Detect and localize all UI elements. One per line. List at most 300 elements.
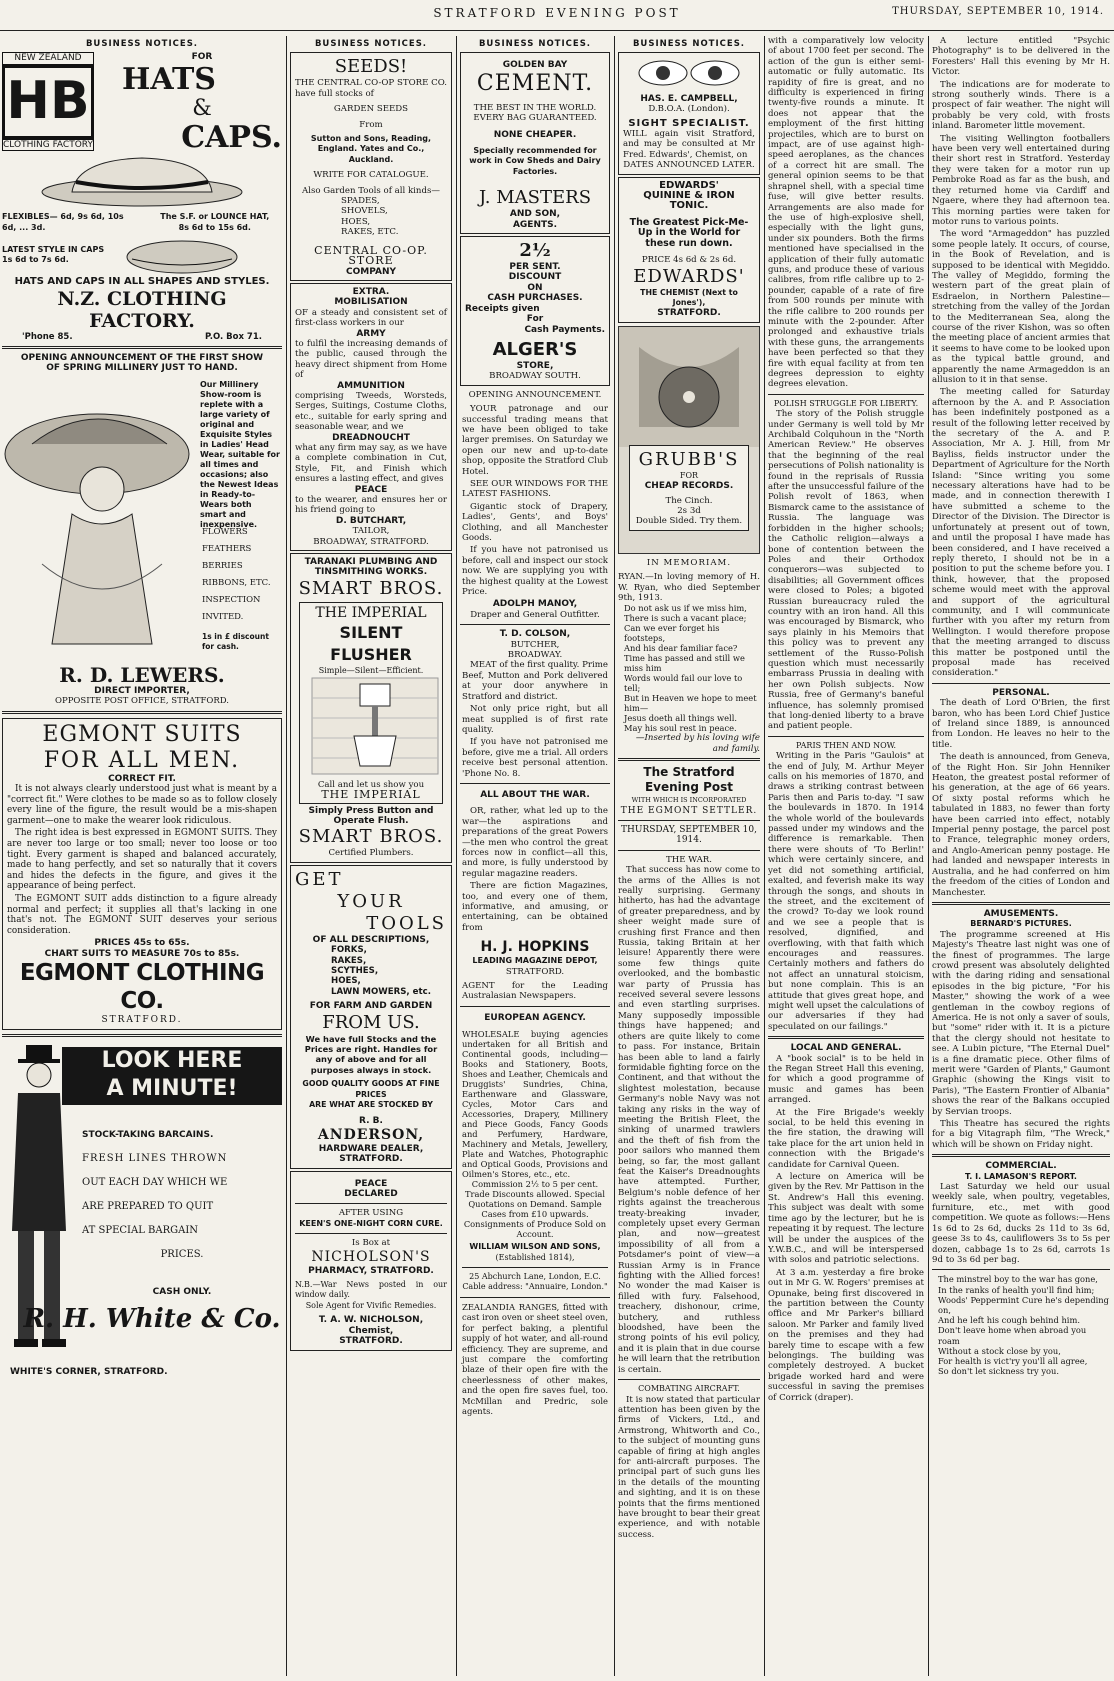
colson-ad (460, 629, 610, 779)
stocks-note: We have full Stocks and the Prices are right. Handles for any of above and for all purposes always in stock. (304, 1033, 438, 1075)
get-word: GET (295, 868, 344, 890)
egmont-suits-ad (2, 718, 282, 1030)
look-here-line2: A MINUTE! (106, 1075, 238, 1101)
hats-caps-headline (122, 52, 282, 154)
alger-store: STORE, (516, 360, 554, 371)
section-header: BUSINESS NOTICES. (632, 39, 746, 49)
poem-line: Time has passed and still we miss him (624, 653, 745, 674)
factory-phone: 'Phone 85. (22, 331, 73, 342)
wilson-name: WILLIAM WILSON AND SONS, (469, 1242, 601, 1252)
column-5 (768, 36, 924, 1676)
flusher-tagline: Simple—Silent—Efficient. (318, 665, 424, 675)
factory-pobox: P.O. Box 71. (205, 331, 262, 342)
column-1 (2, 36, 282, 1676)
column-6 (932, 36, 1110, 1676)
column-rule (614, 36, 615, 1676)
bernards-pictures: BERNARD'S PICTURES. (970, 919, 1072, 929)
local-general-body (768, 1054, 924, 1403)
army-label: ARMY (356, 328, 386, 339)
campbell-ad (618, 52, 760, 174)
butchart-trade: TAILOR, (352, 526, 390, 537)
column-4 (618, 36, 760, 1676)
from-label: From (359, 119, 383, 130)
personal-body (932, 698, 1110, 898)
egmont-prices: PRICES 45s to 65s. (94, 938, 190, 949)
egmont-paragraph: The right idea is best expressed in EGMONT SUITS. They are never too large or too small; never too loose or too tight. Every garment is shaped and balanced accurately, made to hang perfectly, and set so naturally that it covers and hides the defects in the figure, and gives it the appearance of being perfect. (7, 828, 277, 892)
dreadnought-label: DREADNOUCHT (332, 432, 410, 443)
masthead-title: STRATFORD EVENING POST (433, 6, 681, 20)
white-co-ad (2, 1041, 282, 1367)
tool-item: SHOVELS, (341, 206, 388, 217)
divider (768, 1036, 924, 1039)
alger-address: BROADWAY SOUTH. (489, 371, 581, 382)
amusements-title: AMUSEMENTS. (983, 908, 1059, 919)
divider (460, 1006, 610, 1007)
local-paragraph: The meeting called for Saturday afternoon by the A. and P. Association has been indefinitely postponed as a result of the following letter received by the secretary of the A. and P. Association, Mr A. J. Hill, from Mr Bayliss, fields instructor under the Department of Agriculture for the North Island: "Since writing you some necessary alterations have had to be made, and in connection therewith I have submitted a scheme to the Director of the Division. The Director is unfortunately at present out of town, and until the proposal I have made has been considered, and I have received a reply thereto, I should not be in a position to put the scheme before you. I think, however, that the proposed scheme would meet with the approval and support of the agricultural community, and I will communicate further with you after my return from Wellington. I would therefore propose that the meeting arranged to discuss this matter be postponed until the proposal made has received consideration." (932, 387, 1110, 679)
eyes-illustration-icon (623, 56, 755, 90)
about-war-paragraph: OR, rather, what led up to the war—the aspirations and preparations of the great Powers—the men who control the great forces now in conflict—all this, and more, is fully understood by regular magazine readers. (462, 806, 608, 879)
zealandia-ad: ZEALANDIA RANGES, fitted with cast iron oven or sheet steel oven, for perfect baking, a plentiful supply of hot water, and all-round efficiency. They are supreme, and just compare the comforting blaze of their open fire with the cheerlessness of other makes, and the open fire saves fuel, too. McMillan and Predric, sole agents. (462, 1301, 608, 1416)
egmont-chart-suits: CHART SUITS TO MEASURE 70s to 85s. (44, 948, 240, 959)
euro-agency-terms: Commission 2½ to 5 per cent. Trade Discounts allowed. Special Quotations on Demand. Sample Cases from £10 upwards. Consignments of Produce Sold on Account. (463, 1179, 607, 1240)
the-war-title: THE WAR. (665, 854, 713, 865)
all-shapes-line: HATS AND CAPS IN ALL SHAPES AND STYLES. (14, 276, 270, 288)
egmont-settler: THE EGMONT SETTLER. (620, 805, 758, 816)
record-price: 2s 3d (677, 505, 701, 516)
of-all-descriptions: OF ALL DESCRIPTIONS, (312, 934, 430, 945)
peace-text: to the wearer, and ensures her or his friend going to (295, 495, 447, 516)
factory-name: N.Z. CLOTHING FACTORY. (57, 287, 227, 332)
discount-note: 1s in £ discount for cash. (202, 631, 269, 652)
colson-trade: BUTCHER, (510, 639, 560, 650)
anderson-town: STRATFORD. (339, 1154, 403, 1165)
stock-line: FRESH LINES THROWN (82, 1152, 228, 1164)
sole-agent: Sole Agent for Vivific Remedies. (305, 1300, 437, 1310)
egmont-paragraph: It is not always clearly understood just what is meant by a "correct fit." Were clothes to be made so as to follow closely every line of the figure, the result would be a mis-shapen garment—one to make the wearer look ridiculous. (7, 784, 277, 826)
masthead (0, 6, 1114, 28)
cash-only: CASH ONLY. (152, 1286, 212, 1297)
divider (2, 711, 282, 714)
poem-line: There is such a vacant place; (624, 613, 747, 624)
seed-suppliers: Sutton and Sons, Reading, England. Yates and Co., Auckland. (310, 134, 432, 164)
divider (768, 736, 924, 737)
egmont-town: STRATFORD. (101, 1015, 183, 1026)
local-paragraph: The visiting Wellington footballers have been very well entertained during their short rest in Stratford. Yesterday they were taken for a motor run up Pembroke Road as far as the bush, and they returned home via Cardiff and Ngaere, where they had afternoon tea. This morning parties were taken for motor runs to various points. (932, 133, 1110, 227)
stock-taking-list (82, 1123, 282, 1267)
edwards-header: EDWARDS' (659, 179, 719, 191)
nicholson-town: STRATFORD. (339, 1336, 403, 1347)
euro-agency-title: EUROPEAN AGENCY. (484, 1012, 586, 1023)
masters-name: J. MASTERS (478, 187, 592, 209)
section-header: BUSINESS NOTICES. (314, 39, 428, 49)
imperial-title-2: THE IMPERIAL (321, 788, 421, 802)
poem-line: And his dear familiar face? (624, 643, 738, 654)
flusher-call: Call and let us show you (317, 779, 425, 790)
alger-paragraph: Gigantic stock of Drapery, Ladies', Gents', and Boys' Clothing, and all Manchester Goods. (462, 501, 608, 543)
for-word: For (526, 314, 544, 325)
receipts-given: Receipts given (465, 303, 540, 314)
local-paragraph: At 3 a.m. yesterday a fire broke out in Mr G. W. Rogers' premises at Opunake, being first discovered in the partition between the County office and Mr Parker's billiard saloon. Mr Parker and family lived on the premises and they had barely time to escape with a few belongings. The building was completely destroyed. A bucket brigade worked hard and were successful in saving the premises of Corrick (draper). (768, 1267, 924, 1403)
masthead-rule (0, 30, 1114, 31)
pick-me-up: The Greatest Pick-Me-Up in the World for these run down. (629, 216, 749, 249)
hats-ad (2, 52, 282, 212)
colson-name: T. D. COLSON, (499, 629, 571, 640)
logo-letters: HB (2, 65, 94, 139)
butchart-address: BROADWAY, STRATFORD. (313, 536, 429, 547)
alger-paragraph: If you have not patronised us before, call and inspect our stock now. We are supplying you with the highest quality at the Lowest Price. (462, 545, 608, 598)
cap-illustration-icon (122, 235, 242, 275)
divider (618, 1379, 760, 1380)
divider (618, 820, 760, 821)
imperial-title: THE IMPERIAL (315, 604, 427, 621)
alger-paragraph: SEE OUR WINDOWS FOR THE LATEST FASHIONS. (462, 478, 608, 500)
divider (295, 1233, 447, 1234)
hats-word: HATS (122, 61, 216, 97)
stock-line: PRICES. (160, 1248, 204, 1260)
divider (618, 758, 760, 761)
editorial-date: THURSDAY, SEPTEMBER 10, 1914. (621, 824, 757, 846)
divider (2, 1034, 282, 1037)
seeds-ad (290, 52, 452, 281)
manoy-name: ADOLPH MANOY, (492, 599, 578, 610)
on-word: ON (527, 282, 543, 293)
seeds-title: SEEDS! (334, 56, 408, 78)
correct-fit: CORRECT FIT. (108, 773, 176, 784)
paper-nameplate: The Stratford Evening Post (643, 765, 735, 795)
paper-incorporated: WITH WHICH IS INCORPORATED (631, 796, 747, 805)
wilson-ad (460, 1013, 610, 1293)
sight-specialist: SIGHT SPECIALIST. (628, 117, 750, 129)
nicholson-ad (290, 1171, 452, 1351)
grubbs-for: FOR (679, 470, 699, 480)
cash-purchases: CASH PURCHASES. (487, 293, 583, 304)
column-rule (286, 36, 287, 1676)
cash-payments: Cash Payments. (524, 324, 605, 335)
army-text: to fulfil the increasing demands of the public, caused through the heavy direct shipment from Home of (295, 338, 447, 381)
poem-line: May his soul rest in peace. (624, 723, 737, 734)
grubbs-name: GRUBB'S (638, 448, 740, 470)
divider (932, 1269, 1110, 1270)
amusements-body (932, 930, 1110, 1151)
sf-hat-label: The S.F. or LOUNCE HAT, (160, 212, 270, 222)
certified-plumbers: Certified Plumbers. (328, 848, 414, 859)
millinery-ad (2, 374, 282, 664)
sf-hat-value: 8s 6d to 15s 6d. (178, 222, 251, 232)
masters-agents: AGENTS. (512, 219, 558, 230)
hopkins-ad (460, 790, 610, 1002)
divider (2, 346, 282, 349)
coop-name: CENTRAL CO-OP. STORE (314, 243, 428, 268)
alger-ad (460, 236, 610, 386)
poem-line: So don't let sickness try you. (938, 1366, 1060, 1377)
declared-word: DECLARED (344, 1189, 398, 1200)
lady-hat-illustration-icon (2, 384, 198, 654)
logo-bottom: CLOTHING FACTORY (3, 139, 93, 150)
taw-nicholson: T. A. W. NICHOLSON, (318, 1315, 424, 1326)
egmont-title: EGMONT SUITS (42, 721, 242, 747)
catalogue-note: WRITE FOR CATALOGUE. (313, 170, 429, 181)
divider (460, 783, 610, 784)
poem-line: Don't leave home when abroad you roam (938, 1325, 1087, 1346)
colson-body (462, 660, 608, 778)
campbell-qualification: D.B.O.A. (London). (648, 104, 730, 115)
grubbs-ad (618, 326, 760, 554)
tools-intro: Also Garden Tools of all kinds— (302, 185, 440, 196)
local-general-title: LOCAL AND GENERAL. (790, 1043, 902, 1054)
sf-hat-price (148, 212, 282, 233)
memoriam-title: IN MEMORIAM. (646, 557, 732, 568)
personal-title: PERSONAL. (992, 687, 1050, 698)
peace-word: PEACE (354, 1178, 388, 1189)
lewers-address: OPPOSITE POST OFFICE, STRATFORD. (55, 696, 229, 707)
column-3 (460, 36, 610, 1676)
latest-caps (2, 245, 122, 266)
cheap-records: CHEAP RECORDS. (644, 481, 734, 492)
colson-paragraph: Not only price right, but all meat supplied is of first rate quality. (462, 704, 608, 735)
discount-percent: 2½ (519, 240, 551, 262)
millinery-item: FLOWERS (202, 526, 248, 537)
egmont-title-2: FOR ALL MEN. (43, 747, 241, 773)
nicholson-chemist: Chemist, (348, 1325, 394, 1336)
poem-line: Without a stock close by you, (938, 1345, 1061, 1356)
millinery-item: FEATHERS (202, 543, 252, 554)
anderson-initials: R. B. (359, 1116, 383, 1127)
millinery-opening: OPENING ANNOUNCEMENT OF THE FIRST SHOW (20, 353, 264, 364)
commercial-paragraph: Last Saturday we held our usual weekly sale, when poultry, vegetables, furniture, etc., met with good competition. We quote as follows:—Hens 1s 6d to 2s 6d, ducks 2s 11d to 3s 6d, geese 3s to 4s, cauliflowers 3s to 5s per dozen, cabbage 1s to 2s 6d, carrots 1s 9d to 3s 6d per bag. (932, 1182, 1110, 1265)
masters-and-son: AND SON, (509, 209, 561, 220)
look-here-line1: LOOK HERE (101, 1047, 243, 1073)
poem-line: And he left his cough behind him. (938, 1315, 1080, 1326)
every-bag: EVERY BAG GUARANTEED. (473, 113, 597, 124)
poem-line: But in Heaven we hope to meet him— (624, 693, 757, 714)
for-label: FOR (191, 52, 213, 63)
combating-aircraft-text: It is now stated that particular attention has been given by the firms of Vickers, Ltd., and Armstrong, Whitworth and Co., to the subject of mounting guns capable of firing at high angles for anti-aircraft purposes. The principal part of such guns lies in the details of the mounting and sighting, and it is on these points that the firms mentioned have brought to bear their great experience, and with notable success. (618, 1394, 760, 1540)
tools-word: TOOLS (366, 912, 447, 934)
grubbs-panel (629, 445, 749, 531)
alger-opening-title: OPENING ANNOUNCEMENT. (468, 389, 602, 400)
caps-row (2, 233, 282, 277)
cement-ad (460, 52, 610, 234)
masthead-date: THURSDAY, SEPTEMBER 10, 1914. (892, 6, 1104, 17)
keens-cure: KEEN'S ONE-NIGHT CORN CURE. (299, 1218, 443, 1228)
caps-word: CAPS. (181, 119, 282, 155)
hb-logo (2, 52, 94, 151)
peppermint-poem (932, 1274, 1110, 1376)
hopkins-agent: AGENT for the Leading Australasian Newspapers. (462, 981, 608, 1002)
poem-line: Jesus doeth all things well. (624, 713, 737, 724)
memoriam-inserted: —Inserted by his loving wife and family. (635, 733, 760, 754)
logo-top: NEW ZEALAND (2, 52, 94, 64)
peace-label: PEACE (354, 484, 388, 495)
memoriam-notice: RYAN.—In loving memory of H. W. Ryan, who died September 9th, 1913. (618, 572, 760, 603)
egmont-body (7, 784, 277, 936)
lamason-report: T. I. LAMASON'S REPORT. (965, 1171, 1077, 1181)
poem-line: Can we ever forget his footsteps, (624, 623, 720, 644)
poem-line: The minstrel boy to the war has gone, (938, 1274, 1098, 1285)
the-cinch: The Cinch. (665, 495, 713, 506)
nicholson-pharmacy: PHARMACY, STRATFORD. (308, 1265, 434, 1276)
about-war-title: ALL ABOUT THE WAR. (480, 789, 590, 800)
campbell-name: HAS. E. CAMPBELL, (640, 93, 738, 104)
wilson-cable: Cable address: "Annuaire, London." (462, 1282, 608, 1292)
tool-item: SCYTHES, (331, 965, 379, 976)
poem-line: Woods' Peppermint Cure he's depending on, (938, 1294, 1109, 1315)
section-header: BUSINESS NOTICES. (478, 39, 592, 49)
hardware-dealer: HARDWARE DEALER, (318, 1143, 424, 1154)
hat-illustration-icon (32, 152, 252, 212)
about-war-paragraph: There are fiction Magazines, too, and every one of them, informative, and amusing, or entertaining, can be obtained from (462, 881, 608, 933)
good-quality: GOOD QUALITY GOODS AT FINE PRICES (302, 1079, 440, 1099)
millinery-spring: OF SPRING MILLINERY JUST TO HAND. (46, 363, 238, 374)
smart-bros: SMART BROS. (298, 577, 444, 599)
sight-text: WILL again visit Stratford, and may be consulted at Mr Fred. Edwards', Chemist, on (623, 129, 755, 160)
latest-label: LATEST STYLE IN CAPS (2, 244, 105, 254)
local-paragraph: At the Fire Brigade's weekly social, to be held this evening in the fire station, the drawing will take place for the art union held in connection with the Brigade's candidate for Carnival Queen. (768, 1107, 924, 1170)
alger-opening (460, 390, 610, 621)
local-paragraph: A lecture entitled "Psychic Photography" is to be delivered in the Foresters' Hall this evening by Mr H. Victor. (932, 36, 1110, 78)
mobilisation-label: MOBILISATION (334, 297, 408, 308)
quinine-iron: QUININE & IRON (643, 190, 735, 202)
polish-text: The story of the Polish struggle under Germany is well told by Mr Archibald Colquhoun in the "North American Review." He observes that the beginning of the real persecutions of Polish nationality is found in the reprisals of Russia after the unsuccessful failure of the Polish revolt of 1863, when Bismarck came to the assistance of Russia. The language was forbidden in the higher schools; the Catholic religion—always a bone of contention between the Poles and their Orthodox conquerors—was subjected to disabilities; all Government offices were closed to Poles; a bigoted Russian bureaucracy ruled the country with an iron hand. All this was encouraged by Bismarck, who says plainly in his Memoirs that this policy was to prevent any settlement of the Russo-Polish question which must necessarily embarrass Prussia in dealing with her own Polish subjects. Now Russia, free of Germany's baneful influence, has solemnly promised that long-denied liberty to a brave and patient people. (768, 409, 924, 732)
commercial-title: COMMERCIAL. (985, 1161, 1057, 1172)
wilson-established: (Established 1814), (495, 1252, 575, 1262)
column-rule (456, 36, 457, 1676)
paris-title: PARIS THEN AND NOW. (796, 740, 896, 750)
is-at: Is Box at (351, 1238, 391, 1249)
amp-word: & (192, 95, 212, 121)
divider (932, 902, 1110, 905)
euro-agency-text: WHOLESALE buying agencies undertaken for all British and Continental goods, including—Books and Stationery, Boots, Shoes and Leather, Chemicals and Druggists' Sundries, China, Earthenware and Glassware, Cycles, Motor Cars and Accessories, Drapery, Millinery and Piece Goods, Fancy Goods and Perfumery, Hardware, Machinery and Metals, Jewellery, Plate and Watches, Photographic and Optical Goods, Provisions and Oilmen's Stores, etc., etc. (462, 1029, 608, 1180)
none-cheaper: NONE CHEAPER. (493, 129, 577, 140)
flusher-operation: Simply Press Button and Operate Flush. (308, 805, 434, 826)
flexibles-price: FLEXIBLES— 6d, 9s 6d, 10s 6d, ... 3d. (2, 212, 124, 232)
your-word: YOUR (337, 890, 405, 912)
divider (462, 1267, 608, 1268)
tool-item: FORKS, (331, 945, 367, 956)
smart-bros-2: SMART BROS. (298, 826, 444, 848)
from-us: FROM US. (322, 1011, 420, 1033)
mobilisation-text: OF a steady and consistent set of first-class workers in our (295, 307, 447, 329)
anderson-ad (290, 865, 452, 1169)
factory-contact (2, 332, 282, 342)
showroom-text: Our Millinery Show-room is replete with a large variety of original and Exquisite Styles in Ladies' Head Wear, suitable for all times and occasions; also the Newest Ideas in Ready-to-Wears both smart and inexpensive. (200, 379, 280, 529)
tool-item: HOES, (341, 216, 371, 227)
dates-announced: DATES ANNOUNCED LATER. (623, 160, 755, 171)
divider (295, 1203, 447, 1204)
divider (932, 1154, 1110, 1157)
war-news-note: N.B.—War News posted in our window daily. (295, 1280, 447, 1300)
the-war-text: That success has now come to the arms of the Allies is not really surprising. Germany hitherto, has had the advantage of greater preparedness, and by sheer weight made sure of crushing first France and then Russia, taking Britain at her leisure! Apparently there were some few things quite overlooked, and the bombastic war party of Prussia has received several severe lessons and even startling surprises. Many supposedly impossible things have happened; and others are quite likely to come to pass. For instance, Britain has been able to land a fairly formidable fighting force on the Continent, and that without the slightest molestation, because Germany's noble Navy was not taking any risks in the way of meeting the British Fleet, the sinking of unarmed trawlers and the theft of fish from the poor sailors who manned them being, so far, the most gallant feat the Kaiser's Dreadnoughts have attempted. Further, Belgium's noble defence of her rights against the treacherous treaty-breaking invader, completely upset every German plan, and now—greatest impossibility of all from a Potsdamer's point of view—a Russian Army is in France fighting with the Allied forces! No wonder the mad Kaiser is filled with fury. Falsehood, treachery, dishonour, crime, butchery, and ruthless bloodshed, have been the strong points of his evil policy, and it is plain that in due course he will learn that the retribution is certain. (618, 865, 760, 1375)
millinery-item: BERRIES (202, 560, 243, 571)
anderson-name: ANDERSON, (317, 1126, 425, 1143)
tool-item: RAKES, ETC. (341, 227, 399, 238)
silent-flusher: SILENT FLUSHER (330, 622, 412, 664)
divider (460, 1297, 610, 1298)
edwards-name: EDWARDS' (633, 265, 745, 287)
garden-tools-list (295, 196, 447, 238)
commercial-body (932, 1182, 1110, 1265)
hat-prices (2, 212, 282, 233)
millinery-item: RIBBONS, ETC. (202, 577, 271, 588)
garden-seeds: GARDEN SEEDS (333, 104, 409, 115)
tool-list (295, 945, 447, 997)
paris-text: Writing in the Paris "Gaulois" at the end of July, M. Arthur Meyer calls on his memories of 1870, and draws a striking contrast between Paris then and Paris to-day. "I saw the boulevards in 1870. In 1914 the whole world of the boulevards passed under my windows and the difference is remarkable. Then there were shouts of 'To Berlin!' which were certainly sincere, and yet did not something artificial, exalted, and feverish make its way through the songs, and shouts in the street, and the excitement of the crowd? To-day we look round and we see a people that is resolved, dignified, and overflowing, with that faith which encourages and reassures. Certainly mothers and fathers do not affect an unnatural stoicism, but none complain. This is an attitude that gives great hope, and might well upset the calculations of our adversaries if they had speculated on our failings." (768, 751, 924, 1032)
poem-line: In the ranks of health you'll find him; (938, 1284, 1095, 1295)
aircraft-continued: with a comparatively low velocity of about 1700 feet per second. The action of the gun is either semi-automatic or fully automatic. Its rapidity of fire is great, and no difficulty is experienced in firing twenty-five rounds a minute. It does not appear that the employment of the first hitting projectiles, which are to burst on impact, are of use against high-speed aeroplanes, as the chances of a correct hit are small. The general opinion seems to be that shrapnel shell, with a special time fuse, will give better results. Arrangements are also made for the use of high-explosive shell, especially with the light guns, under six pounders. Both the firms mentioned have specialised in the application of their fully automatic guns, and produce these of various calibres, from rifle calibre up to 2-pounder, capable of a rate of fire from 500 rounds per minute with the rifle calibre to 200 rounds per minute with the 2-pounder. After prolonged and exhaustive trials with these guns, the arrangements have been perfected so that they fire with equal facility at from ten degrees depression to eighty degrees elevation. (768, 36, 924, 390)
colson-paragraph: If you have not patronised me before, give me a trial. All orders receive best personal attention. 'Phone No. 8. (462, 737, 608, 779)
memoriam-poem (618, 603, 760, 733)
tool-item: RAKES, (331, 955, 367, 966)
colson-address: BROADWAY. (507, 650, 563, 661)
column-rule (928, 36, 929, 1676)
combating-aircraft-title: COMBATING AIRCRAFT. (638, 1384, 740, 1394)
farm-garden: FOR FARM AND GARDEN (309, 1001, 433, 1012)
discount-word: DISCOUNT (508, 272, 562, 283)
tailor-ad (290, 283, 452, 551)
tonic-word: TONIC. (669, 200, 709, 212)
divider (932, 683, 1110, 684)
stock-line: STOCK-TAKING BARCAINS. (82, 1129, 214, 1140)
local-paragraph: A lecture on America will be given by the Rev. Mr Pattison in the St. Andrew's Hall this evening. This subject was dealt with some time ago by the lecturer, but he is repeating it by request. The lecture will be under the auspices of the Y.W.B.C., and will be interspersed with solos and patriotic selections. (768, 1172, 924, 1266)
local-paragraph: The indications are for moderate to strong southerly winds. There is a prospect of fair weather. The night will probably be very cold, with frosts inland. Barometer little movement. (932, 79, 1110, 132)
white-co-name: R. H. White & Co. (23, 1303, 281, 1334)
edwards-ad (618, 177, 760, 323)
best-in-world: THE BEST IN THE WORLD. (473, 102, 597, 113)
divider (460, 624, 610, 625)
taranaki-works: TARANAKI PLUMBING AND TINSMITHING WORKS. (304, 557, 438, 578)
wilson-address: 25 Abchurch Lane, London, E.C. (469, 1272, 601, 1282)
hopkins-depot: LEADING MAGAZINE DEPOT, (472, 956, 598, 966)
column-rule (764, 36, 765, 1676)
divider (768, 394, 924, 395)
golden-bay: GOLDEN BAY (502, 60, 568, 71)
nicholson-name: NICHOLSON'S (311, 1248, 431, 1265)
after-using: AFTER USING (338, 1208, 404, 1219)
section-header: BUSINESS NOTICES. (85, 39, 199, 49)
cement-title: CEMENT. (476, 70, 594, 96)
lewers-importer: DIRECT IMPORTER, (94, 685, 190, 696)
cement-special: Specially recommended for work in Cow Sheds and Dairy Factories. (469, 146, 601, 176)
local-continued (932, 36, 1110, 679)
per-sent: PER SENT. (509, 262, 561, 273)
alger-name: ALGER'S (492, 338, 578, 360)
plumbing-ad (290, 553, 452, 863)
extra-label: EXTRA. (352, 286, 390, 297)
tool-item: SPADES, (341, 196, 380, 207)
millinery-item: INSPECTION (202, 594, 261, 605)
coop-company: COMPANY (346, 266, 396, 277)
poem-line: Words would fail our love to tell; (624, 673, 743, 694)
hopkins-town: STRATFORD. (505, 966, 565, 977)
alger-paragraph: YOUR patronage and our successful trading means that we have been obliged to take larger premises. On Saturday we open our new and up-to-date shop, opposite the Stratford Club Hotel. (462, 404, 608, 477)
latest-price: 1s 6d to 7s 6d. (2, 255, 69, 265)
column-2 (290, 36, 452, 1676)
flusher-box (299, 602, 443, 804)
tonic-price: PRICE 4s 6d & 2s 6d. (641, 255, 737, 266)
edwards-town: STRATFORD. (657, 308, 721, 319)
divider (618, 850, 760, 851)
amusements-paragraph: This Theatre has secured the rights for a big Vitagraph film, "The Wreck," which will be shown on Friday night. (932, 1119, 1110, 1150)
amusements-paragraph: The programme screened at His Majesty's Theatre last night was one of the finest of programmes. The large crowd present was absolutely delighted with the daring riding and sensational episodes in the big picture, "For his Master," showing the work of a wee gentleman in the cowboy regions of America. He is not only a saver of souls, but "some" rider with it. It is a picture that the clergy should not hesitate to see. A Lubin picture, "The Eternal Duel" is a fine dramatic piece. Other films of merit were "Garden of Plants," Gaumont Graphic (showing the Kings visit to Paris), "The Eastern Frontier of Albania" shows the rear of the Balkans occupied by Servian troops. (932, 929, 1110, 1117)
lewers-name: R. D. LEWERS. (59, 662, 225, 687)
egmont-company: EGMONT CLOTHING CO. (19, 960, 265, 1015)
personal-paragraph: The death of Lord O'Brien, the first baron, who has been Lord Chief Justice of Ireland since 1889, is announced from London. He leaves no heir to the title. (932, 698, 1110, 750)
ammunition-label: AMMUNITION (337, 380, 405, 391)
butchart-name: D. BUTCHART, (335, 515, 407, 526)
tool-item: HOES, (331, 976, 361, 987)
egmont-paragraph: The EGMONT SUIT adds distinction to a figure already normal and perfect; it supplies all that's lacking in one that's not. The EGMONT SUIT deserves your serious consideration. (7, 894, 277, 936)
stock-line: ARE PREPARED TO QUIT (82, 1200, 214, 1212)
